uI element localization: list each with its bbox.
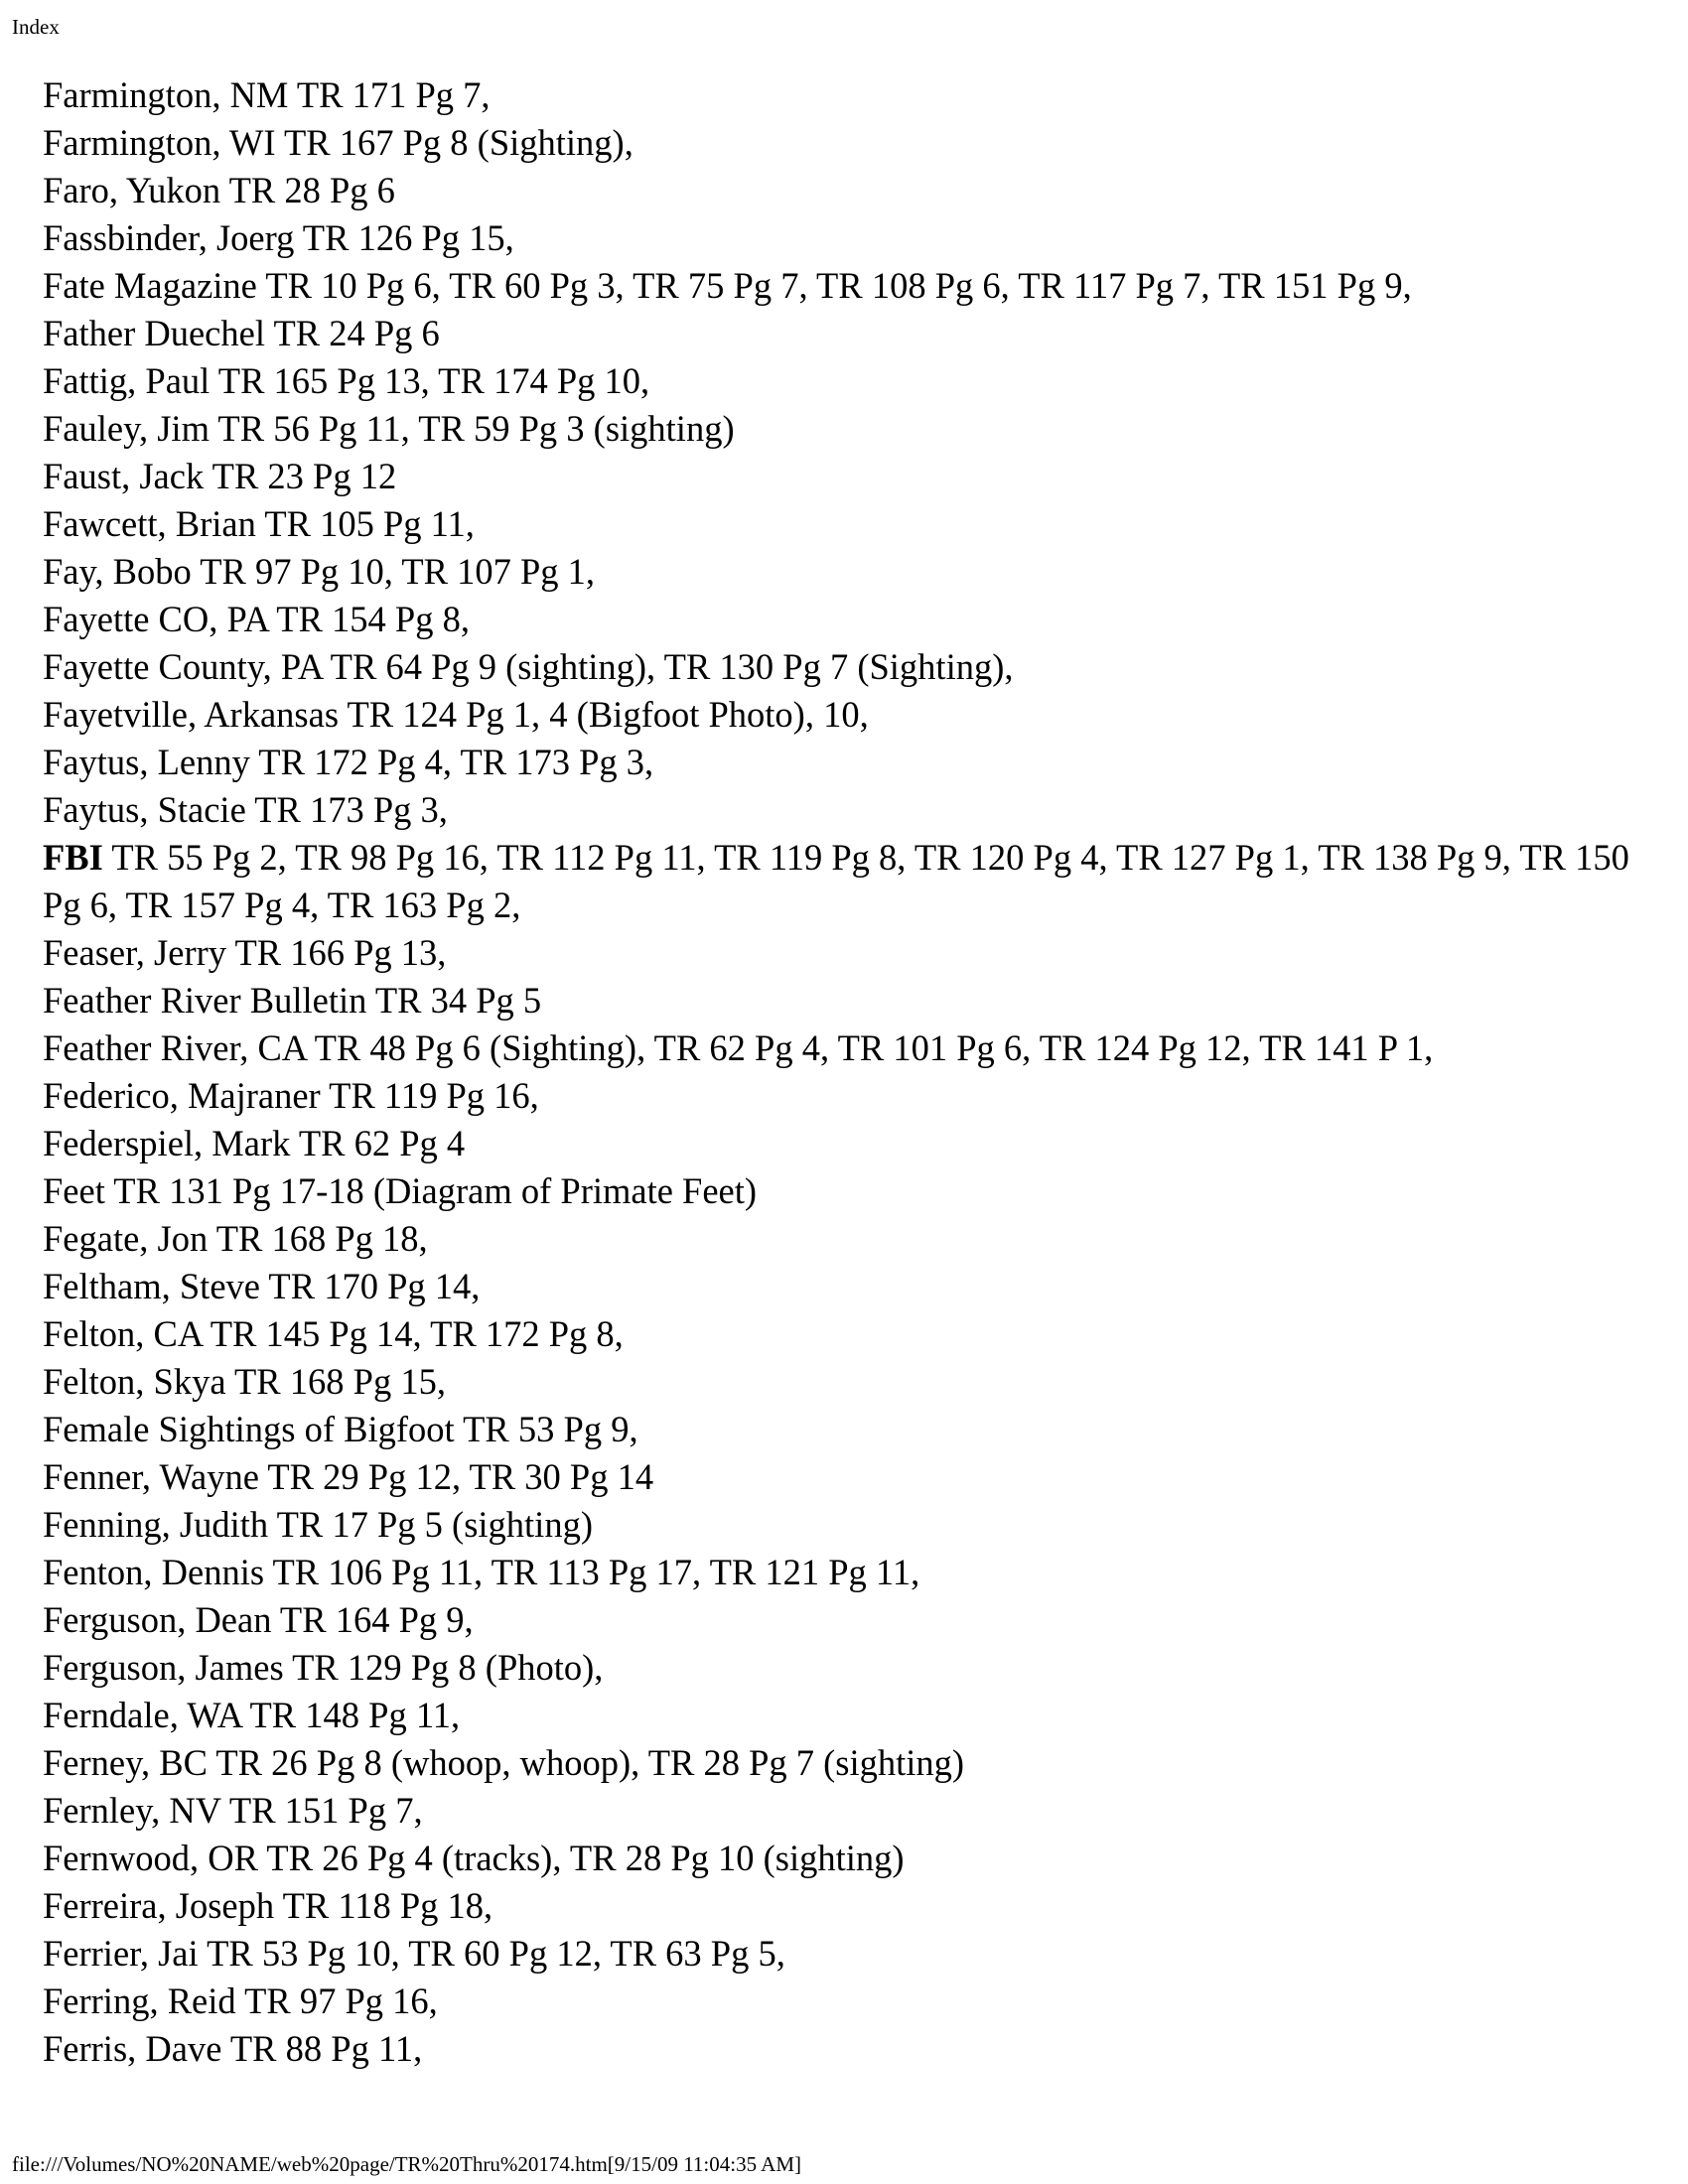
index-entry xyxy=(43,1120,1631,1167)
index-entry xyxy=(43,548,1631,596)
index-entry-text: Fenner, Wayne TR 29 Pg 12, TR 30 Pg 14 xyxy=(43,1456,654,1497)
page-header: Index xyxy=(12,15,60,39)
index-entry-text: Fay, Bobo TR 97 Pg 10, TR 107 Pg 1, xyxy=(43,551,596,592)
index-entry xyxy=(43,1406,1631,1453)
index-entry xyxy=(43,1024,1631,1072)
index-entry-text: Ferris, Dave TR 88 Pg 11, xyxy=(43,2028,423,2069)
index-entry xyxy=(43,1739,1631,1787)
index-entry-text: Feet TR 131 Pg 17-18 (Diagram of Primate Feet) xyxy=(43,1170,758,1211)
index-entry-text: Ferrier, Jai TR 53 Pg 10, TR 60 Pg 12, TR 63 Pg 5, xyxy=(43,1933,785,1974)
index-entry-text: Federico, Majraner TR 119 Pg 16, xyxy=(43,1075,539,1116)
index-entry-text: Felton, CA TR 145 Pg 14, TR 172 Pg 8, xyxy=(43,1313,624,1354)
index-entry xyxy=(43,1644,1631,1692)
index-entry xyxy=(43,1596,1631,1644)
index-entry xyxy=(43,1215,1631,1263)
index-entry-text: Fauley, Jim TR 56 Pg 11, TR 59 Pg 3 (sighting) xyxy=(43,408,735,449)
index-entry-text: Ferney, BC TR 26 Pg 8 (whoop, whoop), TR 28 Pg 7 (sighting) xyxy=(43,1742,965,1783)
index-entry-text: Father Duechel TR 24 Pg 6 xyxy=(43,313,440,353)
index-entry-text: Fayette County, PA TR 64 Pg 9 (sighting), TR 130 Pg 7 (Sighting), xyxy=(43,646,1014,687)
index-entry xyxy=(43,1787,1631,1835)
index-entry xyxy=(43,405,1631,453)
index-entry-text: Fayette CO, PA TR 154 Pg 8, xyxy=(43,599,470,639)
index-entry-text: Feather River, CA TR 48 Pg 6 (Sighting), TR 62 Pg 4, TR 101 Pg 6, TR 124 Pg 12, TR 141 P 1, xyxy=(43,1027,1434,1068)
index-list xyxy=(43,71,1631,2073)
index-entry-text: Ferguson, Dean TR 164 Pg 9, xyxy=(43,1599,474,1640)
index-entry xyxy=(43,786,1631,834)
index-entry-text: Fegate, Jon TR 168 Pg 18, xyxy=(43,1218,428,1259)
index-entry xyxy=(43,643,1631,691)
index-entry-text: Faytus, Lenny TR 172 Pg 4, TR 173 Pg 3, xyxy=(43,742,654,782)
index-entry-text: Farmington, WI TR 167 Pg 8 (Sighting), xyxy=(43,122,633,163)
index-entry xyxy=(43,167,1631,214)
index-entry-text: Fawcett, Brian TR 105 Pg 11, xyxy=(43,503,475,544)
index-entry-text: Felton, Skya TR 168 Pg 15, xyxy=(43,1361,446,1402)
index-entry xyxy=(43,1549,1631,1596)
index-entry-text: Farmington, NM TR 171 Pg 7, xyxy=(43,74,491,115)
index-entry-text: Fayetville, Arkansas TR 124 Pg 1, 4 (Bigfoot Photo), 10, xyxy=(43,694,869,735)
index-entry xyxy=(43,739,1631,786)
index-entry xyxy=(43,214,1631,262)
index-entry xyxy=(43,1501,1631,1549)
index-entry-text: Feather River Bulletin TR 34 Pg 5 xyxy=(43,980,542,1021)
index-entry xyxy=(43,453,1631,500)
index-entry-text: Female Sightings of Bigfoot TR 53 Pg 9, xyxy=(43,1409,638,1449)
index-entry xyxy=(43,1692,1631,1739)
index-entry-text: Faro, Yukon TR 28 Pg 6 xyxy=(43,170,395,210)
index-entry xyxy=(43,596,1631,643)
index-entry xyxy=(43,1882,1631,1930)
index-entry-text: Federspiel, Mark TR 62 Pg 4 xyxy=(43,1123,466,1163)
index-entry xyxy=(43,310,1631,357)
index-entry-text: Fernwood, OR TR 26 Pg 4 (tracks), TR 28 Pg 10 (sighting) xyxy=(43,1838,905,1878)
index-entry xyxy=(43,1978,1631,2025)
index-entry xyxy=(43,1358,1631,1406)
index-entry xyxy=(43,834,1631,929)
page-footer-url: file:///Volumes/NO%20NAME/web%20page/TR%20Thru%20174.htm[9/15/09 11:04:35 AM] xyxy=(12,2152,802,2176)
index-entry xyxy=(43,1835,1631,1882)
index-entry-text: Ferreira, Joseph TR 118 Pg 18, xyxy=(43,1885,493,1926)
index-entry xyxy=(43,1167,1631,1215)
index-entry xyxy=(43,71,1631,119)
index-entry-text: Faust, Jack TR 23 Pg 12 xyxy=(43,456,397,496)
index-entry-text: Fate Magazine TR 10 Pg 6, TR 60 Pg 3, TR 75 Pg 7, TR 108 Pg 6, TR 117 Pg 7, TR 151 Pg 9, xyxy=(43,265,1412,306)
index-entry xyxy=(43,1930,1631,1978)
index-entry-text: Feltham, Steve TR 170 Pg 14, xyxy=(43,1266,481,1306)
index-entry xyxy=(43,977,1631,1024)
index-entry-text: Ferndale, WA TR 148 Pg 11, xyxy=(43,1695,461,1735)
index-entry-text: TR 55 Pg 2, TR 98 Pg 16, TR 112 Pg 11, TR 119 Pg 8, TR 120 Pg 4, TR 127 Pg 1, TR 138 Pg 9, TR 150 Pg 6, TR 157 Pg 4, TR 163 Pg 2, xyxy=(43,837,1629,925)
index-entry xyxy=(43,357,1631,405)
index-entry-text: Ferguson, James TR 129 Pg 8 (Photo), xyxy=(43,1647,604,1688)
index-entry xyxy=(43,929,1631,977)
index-entry-text: Ferring, Reid TR 97 Pg 16, xyxy=(43,1980,438,2021)
index-entry xyxy=(43,1263,1631,1310)
index-entry xyxy=(43,500,1631,548)
index-entry xyxy=(43,262,1631,310)
index-entry-text: Fernley, NV TR 151 Pg 7, xyxy=(43,1790,423,1831)
index-entry-text: Fassbinder, Joerg TR 126 Pg 15, xyxy=(43,217,514,258)
index-entry xyxy=(43,1310,1631,1358)
index-entry-bold-term: FBI xyxy=(43,837,103,878)
index-entry-text: Fenning, Judith TR 17 Pg 5 (sighting) xyxy=(43,1504,593,1545)
index-entry xyxy=(43,1453,1631,1501)
index-entry xyxy=(43,1072,1631,1120)
index-entry-text: Faytus, Stacie TR 173 Pg 3, xyxy=(43,789,448,830)
index-entry xyxy=(43,119,1631,167)
index-entry xyxy=(43,691,1631,739)
index-entry-text: Fenton, Dennis TR 106 Pg 11, TR 113 Pg 17, TR 121 Pg 11, xyxy=(43,1552,920,1592)
index-entry-text: Feaser, Jerry TR 166 Pg 13, xyxy=(43,932,447,973)
index-entry-text: Fattig, Paul TR 165 Pg 13, TR 174 Pg 10, xyxy=(43,360,650,401)
index-entry xyxy=(43,2025,1631,2073)
